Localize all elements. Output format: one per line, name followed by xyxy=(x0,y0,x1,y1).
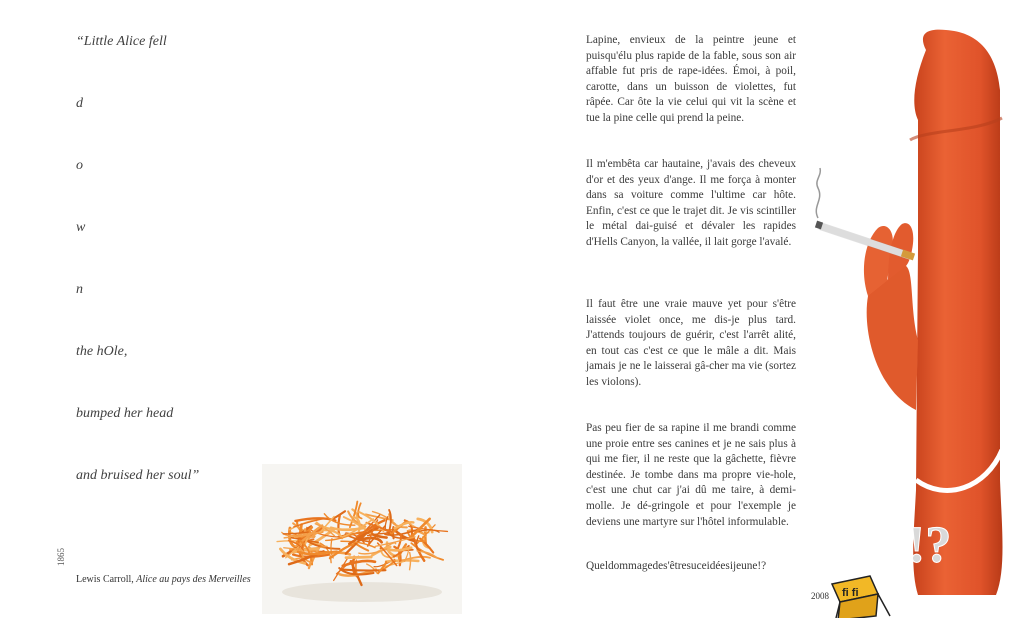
logo-marks: fi fi xyxy=(842,587,859,599)
poem-line-4: w xyxy=(76,220,86,235)
citation-author: Lewis Carroll, xyxy=(76,574,137,585)
poem-line-2: d xyxy=(76,96,83,111)
carrot-strand xyxy=(342,570,385,571)
citation-title: Alice au pays des Merveilles xyxy=(136,574,251,585)
paragraph-4: Pas peu fier de sa rapine il me brandi comme une proie entre ses canines et je ne sais plus à qui me fier, il ne reste que la gâchette, fièvre destinée. Je tombe dans ma propre vie-hole, c'est une chut car j'ai dû me taire, à demi-molle. Je dé-gringole et pour l'exemple je deviens une martyre sur l'hôtel informulable. xyxy=(586,422,796,528)
closing-line: Queldommagedes'êtresuceidéesijeune!? xyxy=(586,560,767,572)
poem-line-8: and bruised her soul” xyxy=(76,468,200,483)
carrot-strand xyxy=(346,557,371,558)
poem-line-1: “Little Alice fell xyxy=(76,34,167,49)
poem-line-5: n xyxy=(76,282,83,297)
carrot-strand xyxy=(343,561,375,566)
poem-line-6: the hOle, xyxy=(76,344,128,359)
year-label-left: 1865 xyxy=(56,548,66,566)
citation xyxy=(76,574,251,585)
grated-carrot-image xyxy=(262,464,462,614)
paragraph-1: Lapine, envieux de la peintre jeune et puisqu'élu plus rapide de la fable, sous son air affable fut pris de rape-idées. Émoi, à poil, carotte, dans un buisson de violettes, fut râpée. Car ôte la vie celui qui vit la scène et tue la pine celle qui prend la peine. xyxy=(586,34,796,124)
year-label-right: 2008 xyxy=(811,591,829,601)
toy-marks: !? xyxy=(908,517,952,574)
carrot-strand xyxy=(358,503,362,518)
paragraph-2: Il m'embêta car hautaine, j'avais des cheveux d'or et des yeux d'ange. Il me força à monter dans sa voiture comme l'ultime car hôte. Enfin, c'est ce que le trajet dit. Je vis scintiller le métal dai-guisé et dévaler les rapides d'Hells Canyon, la vallée, il lait gorge l'avalé. xyxy=(586,158,796,248)
poem-line-7: bumped her head xyxy=(76,406,174,421)
logo-box-icon xyxy=(832,576,890,618)
orange-toy-image xyxy=(806,10,1016,618)
poem-line-3: o xyxy=(76,158,83,173)
toy-shaft xyxy=(913,30,1002,595)
paragraph-3: Il faut être une vraie mauve yet pour s'être laissée violet once, me dis-je plus tard. J'attends toujours de guérir, c'est l'arrêt alité, en tout cas c'est ce que le mâle a dit. Mais jamais je ne le laisserai gâ-cher ma vie (sortez les violons). xyxy=(586,298,796,388)
